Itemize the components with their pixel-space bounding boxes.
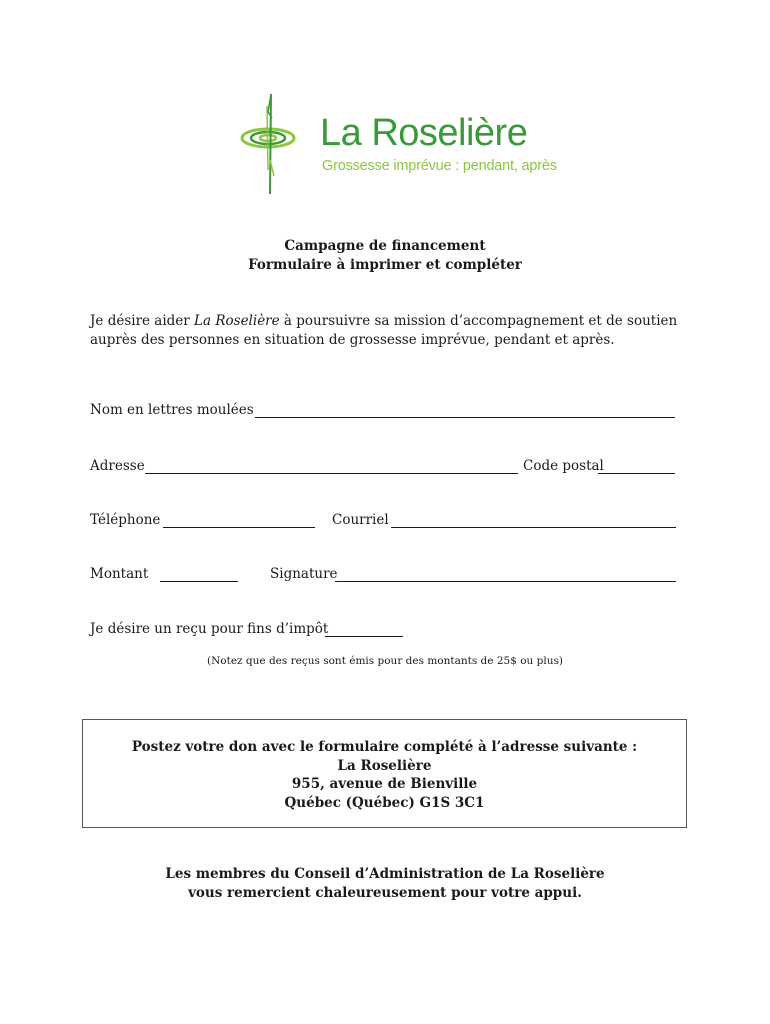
postal-code-field-line[interactable] [598,473,675,474]
thanks-line-2: vous remercient chaleureusement pour votre appui. [188,885,582,901]
address-label: Adresse [90,458,145,474]
intro-text-before: Je désire aider [90,313,195,329]
receipt-note: (Notez que des reçus sont émis pour des montants de 25$ ou plus) [207,655,563,667]
thanks-message [0,865,770,903]
mailing-street: 955, avenue de Bienville [291,776,478,792]
amount-field-line[interactable] [160,581,238,582]
mailing-org-name: La Roselière [337,757,432,774]
email-label: Courriel [332,512,389,528]
name-field-line[interactable] [255,417,675,418]
logo-subtitle: Grossesse imprévue : pendant, après [322,158,557,174]
name-label: Nom en lettres moulées [90,402,254,418]
postal-code-label: Code postal [523,458,604,474]
mailing-instruction: Postez votre don avec le formulaire complété à l’adresse suivante : [131,739,638,755]
signature-field-line[interactable] [335,581,676,582]
logo-title: La Roselière [320,112,528,154]
signature-label: Signature [270,566,338,582]
phone-field-line[interactable] [163,527,315,528]
address-field-line[interactable] [145,473,518,474]
receipt-label: Je désire un reçu pour fins d’impôt [90,621,329,637]
campaign-title: Campagne de financement [284,238,486,254]
amount-label: Montant [90,566,149,582]
intro-org-name: La Roselière [194,313,280,329]
phone-label: Téléphone [90,512,161,528]
logo [238,90,557,198]
receipt-field-line[interactable] [325,636,403,637]
mailing-city: Québec (Québec) G1S 3C1 [284,794,485,811]
mailing-address-box [82,719,687,828]
email-field-line[interactable] [391,527,676,528]
intro-text-after: à poursuivre sa mission d’accompagnement et de soutien auprès des personnes en situation de grossesse imprévue, pendant et après. [90,313,678,348]
form-subtitle: Formulaire à imprimer et compléter [248,257,522,273]
intro-paragraph [90,312,690,350]
reed-ripple-icon [238,90,318,198]
thanks-line-1: Les membres du Conseil d’Administration de La Roselière [165,866,605,882]
